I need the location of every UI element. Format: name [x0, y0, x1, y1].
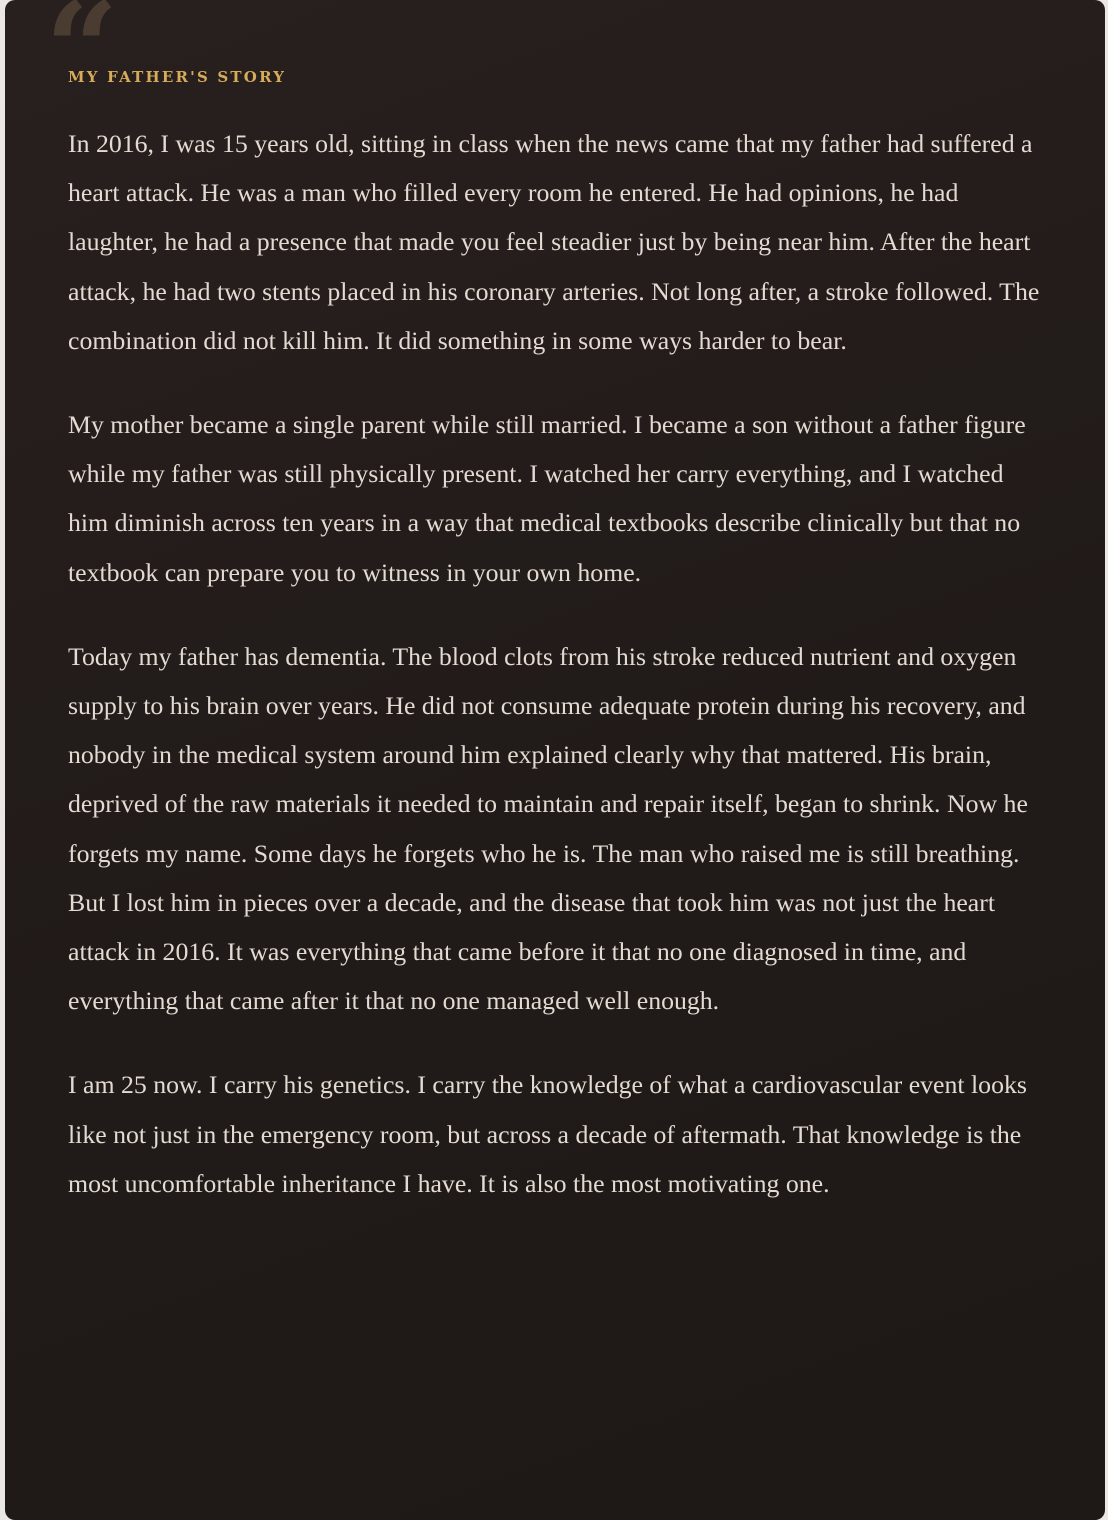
story-card: [5, 0, 1105, 1520]
story-paragraph: My mother became a single parent while still married. I became a son without a father figure while my father was still physically present. I watched her carry everything, and I watched him diminish across ten years in a way that medical textbooks describe clinically but that no textbook can prepare you to witness in your own home.: [68, 410, 1026, 587]
story-paragraph: In 2016, I was 15 years old, sitting in class when the news came that my father had suffered a heart attack. He was a man who filled every room he entered. He had opinions, he had laughter, he had a presence that made you feel steadier just by being near him. After the heart attack, he had two stents placed in his coronary arteries. Not long after, a stroke followed. The combination did not kill him. It did something in some ways harder to bear.: [68, 129, 1040, 355]
section-kicker: MY FATHER'S STORY: [68, 68, 287, 86]
story-paragraph: Today my father has dementia. The blood clots from his stroke reduced nutrient and oxygen supply to his brain over years. He did not consume adequate protein during his recovery, and nobody in the medical system around him explained clearly why that mattered. His brain, deprived of the raw materials it needed to maintain and repair itself, began to shrink. Now he forgets my name. Some days he forgets who he is. The man who raised me is still breathing. But I lost him in pieces over a decade, and the disease that took him was not just the heart attack in 2016. It was everything that came before it that no one diagnosed in time, and everything that came after it that no one managed well enough.: [68, 641, 1028, 1016]
open-quote-icon: “: [45, 0, 119, 125]
story-paragraph: I am 25 now. I carry his genetics. I carry the knowledge of what a cardiovascular event looks like not just in the emergency room, but across a decade of aftermath. That knowledge is the most uncomfortable inheritance I have. It is also the most motivating one.: [68, 1070, 1027, 1198]
story-body: [68, 119, 1050, 1243]
